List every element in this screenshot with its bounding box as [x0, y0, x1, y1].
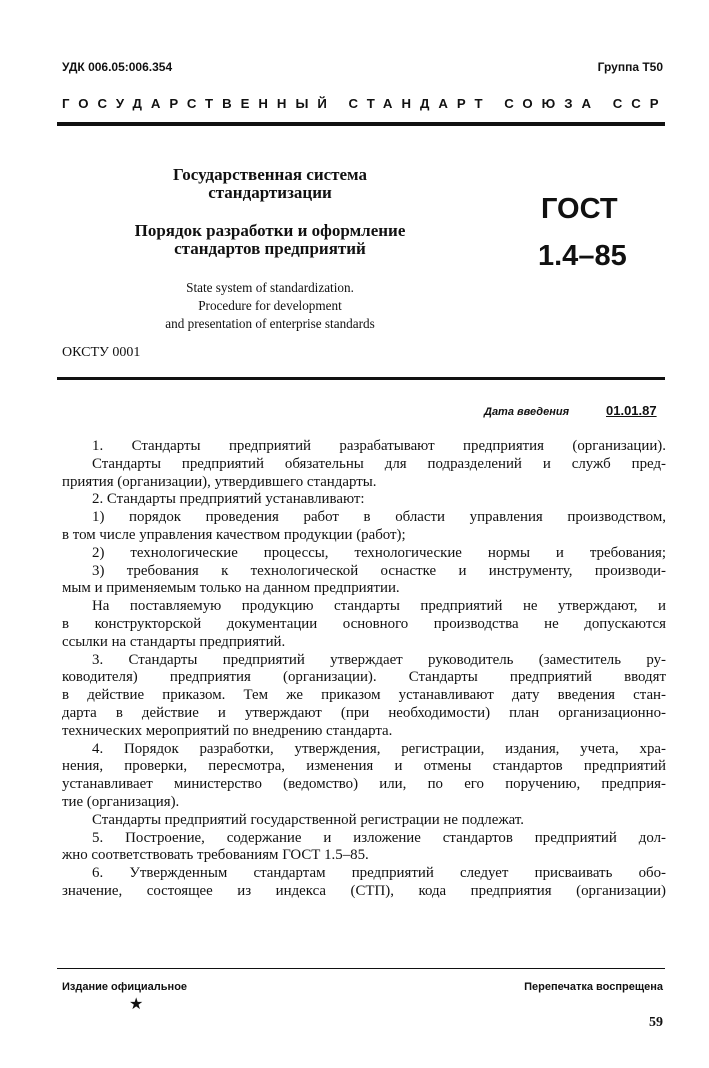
body-line: 4. Порядок разработки, утверждения, регистрации, издания, учета, хра- [92, 740, 666, 757]
body-line: 3. Стандарты предприятий утверждает руководитель (заместитель ру- [92, 651, 666, 668]
body-line: 6. Утвержденным стандартам предприятий следует присваивать обо- [92, 865, 666, 882]
section-rule [57, 377, 665, 380]
body-line: в действие приказом. Тем же приказом устанавливают дату введения стан- [62, 687, 666, 704]
group-code: Группа Т50 [597, 60, 663, 74]
page-number: 59 [649, 1015, 663, 1030]
body-line: 2. Стандарты предприятий устанавливают: [92, 491, 365, 508]
title-ru-line-1: Государственная система [172, 165, 368, 184]
title-ru-line-4: стандартов предприятий [174, 239, 366, 258]
title-en-line-1: State system of standardization. [186, 280, 354, 295]
body-line: Стандарты предприятий государственной регистрации не подлежат. [92, 811, 524, 828]
body-line: 1) порядок проведения работ в области управления производством, [92, 509, 666, 526]
body-line: тие (организация). [62, 793, 180, 810]
body-line: На поставляемую продукцию стандарты предприятий не утверждают, и [92, 598, 666, 615]
body-line: в конструкторской документации основного производства не допускаются [62, 615, 666, 632]
body-line: нения, проверки, пересмотра, изменения и отмены стандартов предприятий [62, 758, 666, 775]
body-line: значение, состоящее из индекса (СТП), кода предприятия (организации) [62, 882, 666, 899]
body-line: Стандарты предприятий обязательны для подразделений и служб пред- [92, 455, 666, 472]
title-en-line-3: and presentation of enterprise standards [165, 316, 375, 331]
body-line: жно соответствовать требованиям ГОСТ 1.5–85. [62, 847, 369, 864]
body-line: в том числе управления качеством продукции (работ); [62, 526, 406, 543]
body-line: приятия (организации), утвердившего стандарты. [62, 473, 377, 490]
reprint-prohibited-note: Перепечатка воспрещена [524, 981, 663, 993]
body-line: 5. Построение, содержание и изложение стандартов предприятий дол- [92, 829, 666, 846]
title-en-line-2: Procedure for development [198, 298, 342, 313]
footer-rule [57, 968, 665, 969]
star-icon: ★ [129, 996, 144, 1013]
banner-title: ГОСУДАРСТВЕННЫЙ СТАНДАРТ СОЮЗА ССР [62, 96, 668, 111]
body-line: устанавливает министерство (ведомство) или, по его поручению, предприя- [62, 776, 666, 793]
body-line: 3) требования к технологической оснастке и инструменту, производи- [92, 562, 666, 579]
body-line: мым и применяемым только на данном предприятии. [62, 580, 400, 597]
header-rule [57, 122, 665, 126]
body-line: дарта в действие и утверждают (при необходимости) план организационно- [62, 704, 666, 721]
intro-date-label: Дата введения [484, 406, 570, 418]
body-line: 1. Стандарты предприятий разрабатывают предприятия (организации). [92, 438, 666, 454]
body-line: ссылки на стандарты предприятий. [62, 633, 286, 650]
body-line: ководителя) предприятия (организации). Стандарты предприятий вводят [62, 669, 666, 686]
gost-label: ГОСТ [541, 193, 618, 225]
gost-number: 1.4–85 [538, 240, 627, 272]
title-ru-line-3: Порядок разработки и оформление [134, 221, 406, 240]
body-text [62, 438, 666, 901]
title-ru-line-2: стандартизации [208, 183, 332, 202]
intro-date-value: 01.01.87 [606, 403, 657, 418]
official-edition-note: Издание официальное [62, 981, 188, 993]
body-line: 2) технологические процессы, технологические нормы и требования; [92, 544, 666, 561]
body-line: технических мероприятий по внедрению стандарта. [62, 722, 393, 739]
udk-code: УДК 006.05:006.354 [62, 60, 173, 74]
oksty-code: ОКСТУ 0001 [62, 345, 141, 360]
